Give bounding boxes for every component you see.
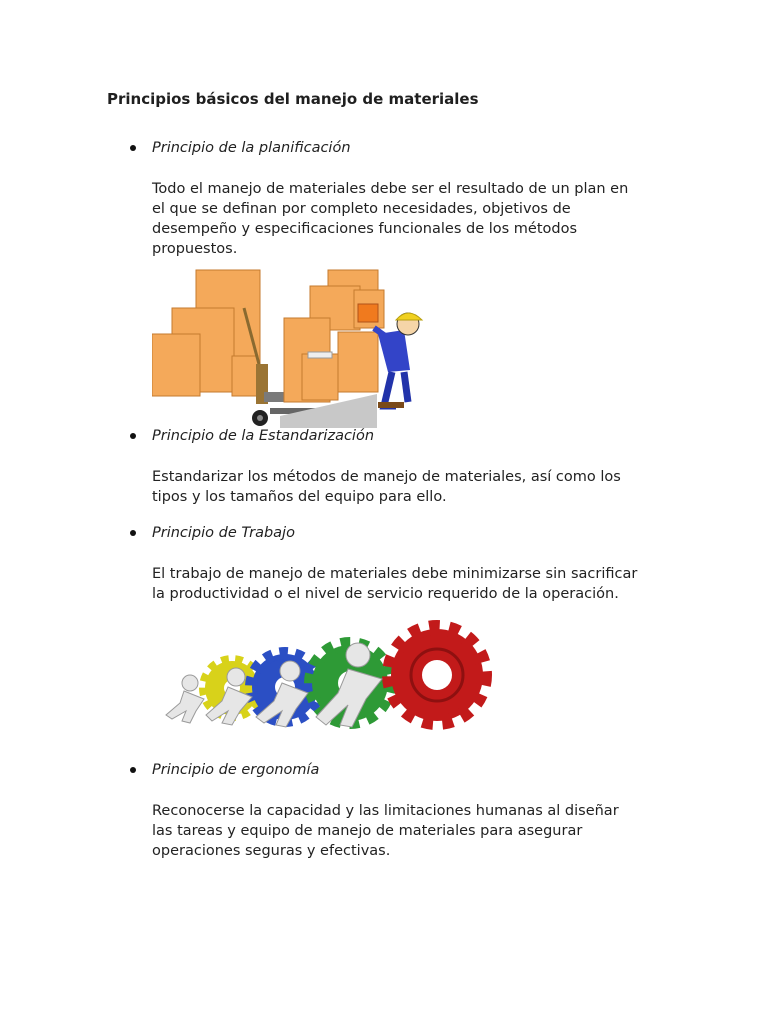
figures-pushing-gears-illustration [160, 615, 500, 740]
principle-text-ergonomia [152, 801, 619, 861]
clipboard [308, 352, 332, 358]
text-line: propuestos. [152, 241, 238, 257]
text-line: Reconocerse la capacidad y las limitaciones humanas al diseñar [152, 803, 619, 819]
principle-heading-planificacion: Principio de la planificación [152, 140, 351, 156]
text-line: la productividad o el nivel de servicio requerido de la operación. [152, 586, 619, 602]
principle-heading-trabajo: Principio de Trabajo [152, 525, 295, 541]
text-line: operaciones seguras y efectivas. [152, 843, 391, 859]
document-title: Principios básicos del manejo de materiales [107, 90, 479, 108]
text-line: las tareas y equipo de manejo de materiales para asegurar [152, 823, 583, 839]
principle-text-planificacion [152, 179, 628, 259]
bullet-dot [130, 145, 136, 151]
box-stack-left [152, 270, 260, 396]
text-line: Estandarizar los métodos de manejo de materiales, así como los [152, 469, 621, 485]
principle-text-trabajo [152, 564, 637, 604]
text-line: tipos y los tamaños del equipo para ello. [152, 489, 447, 505]
text-line: Todo el manejo de materiales debe ser el resultado de un plan en [152, 181, 629, 197]
worker-moving-boxes-illustration [152, 268, 432, 428]
gear-red [391, 629, 483, 721]
principle-heading-ergonomia: Principio de ergonomía [152, 762, 320, 778]
principle-heading-estandarizacion: Principio de la Estandarización [152, 428, 375, 444]
bullet-dot [130, 767, 136, 773]
text-line: El trabajo de manejo de materiales debe minimizarse sin sacrificar [152, 566, 638, 582]
text-line: el que se definan por completo necesidades, objetivos de [152, 201, 571, 217]
bullet-dot [130, 530, 136, 536]
bullet-dot [130, 433, 136, 439]
box-stack-right [284, 270, 384, 402]
text-line: desempeño y especificaciones funcionales de los métodos [152, 221, 578, 237]
principle-text-estandarizacion [152, 467, 621, 507]
